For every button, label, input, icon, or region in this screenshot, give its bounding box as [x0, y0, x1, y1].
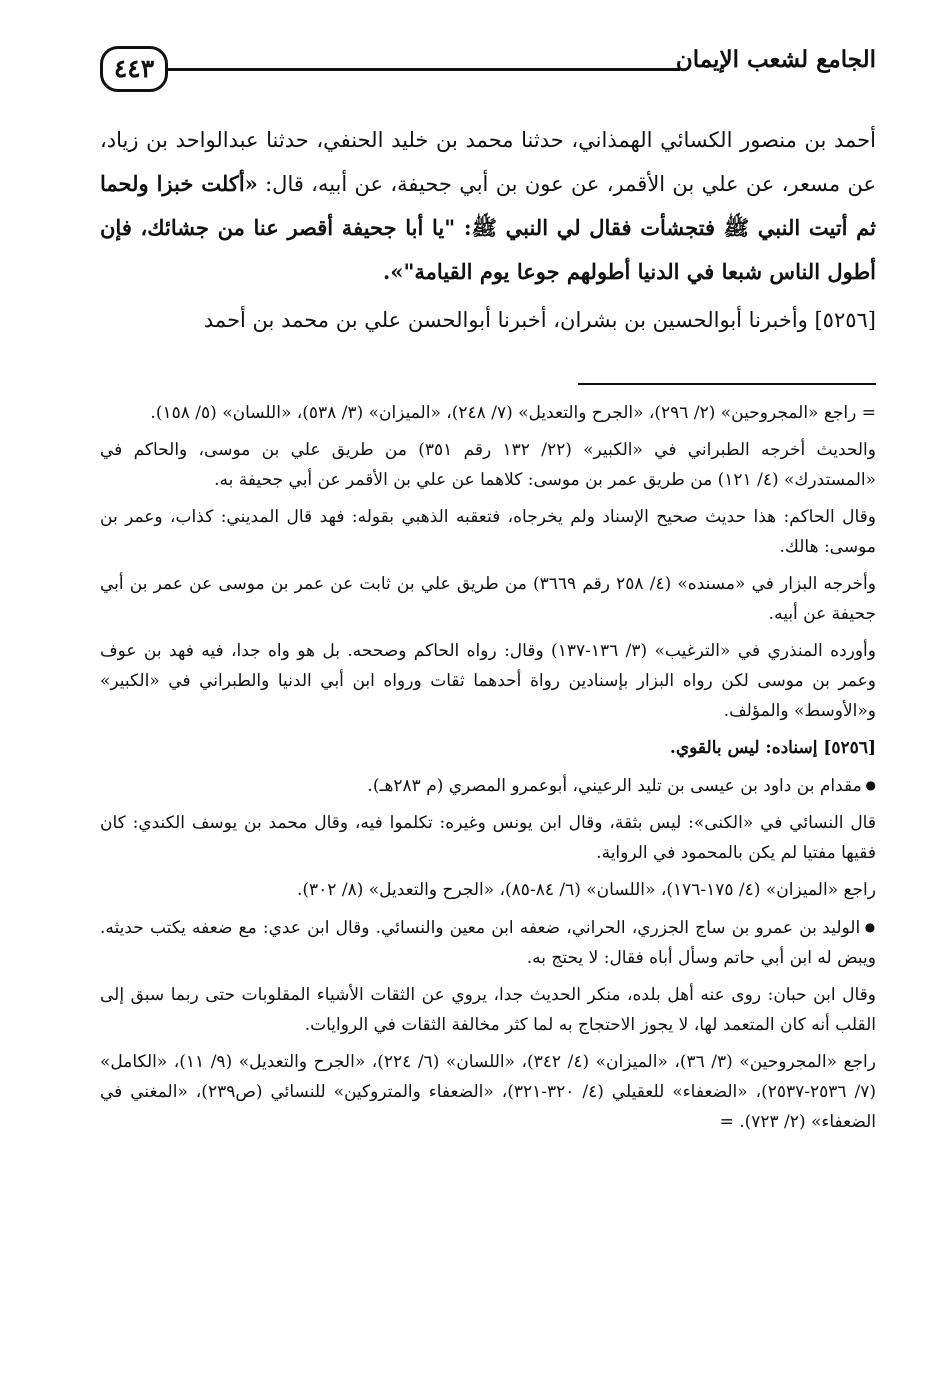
hadith-text: «أكلت خبزا ولحما ثم أتيت النبي ﷺ فتجشأت فقال لي النبي ﷺ: "يا أبا جحيفة أقصر عنا من جشائك، فإن أطول الناس شبعا في الدنيا أطولهم جوعا يوم القيامة"».: [100, 171, 876, 284]
footnote-line: = راجع «المجروحين» (٢/ ٢٩٦)، «الجرح والتعديل» (٧/ ٢٤٨)، «الميزان» (٣/ ٥٣٨)، «اللسان» (٥/ ١٥٨).: [150, 403, 876, 423]
footnote-line: وأخرجه البزار في «مسنده» (٤/ ٢٥٨ رقم ٣٦٦٩) من طريق علي بن ثابت عن عمر بن موسى عن عمر بن أبي جحيفة عن أبيه.: [100, 574, 876, 624]
running-title: الجامع لشعب الإيمان: [675, 46, 876, 73]
footnote-section-heading: [٥٢٥٦] إسناده: ليس بالقوي.: [669, 738, 876, 758]
footnote-line: وأورده المنذري في «الترغيب» (٣/ ١٣٦-١٣٧) وقال: رواه الحاكم وصححه. بل هو واه جدا، فيه فهد بن عوف وعمر بن موسى لكن رواه البزار بإسنادين رواة أحدهما ثقات ورواه ابن أبي الدنيا والطبراني في «الكبير» و«الأوسط» والمؤلف.: [100, 641, 876, 721]
next-entry-paragraph: [٥٢٥٦] وأخبرنا أبوالحسين بن بشران، أخبرنا أبوالحسن علي بن محمد بن أحمد: [203, 308, 876, 332]
header-rule: [168, 68, 680, 71]
footnote-line: قال النسائي في «الكنى»: ليس بثقة، وقال ابن يونس وغيره: تكلموا فيه، وقال محمد بن يوسف الكندي: كان فقيها مفتيا لم يكن بالمحمود في الرواية.: [100, 813, 876, 863]
narrator-bullet: ● الوليد بن عمرو بن ساج الجزري، الحراني، ضعفه ابن معين والنسائي. وقال ابن عدي: مع ضعفه يكتب حديثه. ويبض له ابن أبي حاتم وسأل أباه فقال: لا يحتج به.: [100, 912, 876, 973]
page-number: ٤٤٣: [100, 46, 168, 92]
footnote-line: وقال ابن حبان: روى عنه أهل بلده، منكر الحديث جدا، يروي عن الثقات الأشياء المقلوبات حتى ربما سبق إلى القلب أنه كان المتعمد لها، لا يجوز الاحتجاج به لما كثر مخالفة الثقات في الروايات.: [100, 985, 876, 1035]
footnote-line: راجع «المجروحين» (٣/ ٣٦)، «الميزان» (٤/ ٣٤٢)، «اللسان» (٦/ ٢٢٤)، «الجرح والتعديل» (٩/ ١١)، «الكامل» (٧/ ٢٥٣٦-٢٥٣٧)، «الضعفاء» للعقيلي (٤/ ٣٢٠-٣٢١)، «الضعفاء والمتروكين» للنسائي (ص٢٣٩)، «المغني في الضعفاء» (٢/ ٧٢٣). =: [100, 1052, 876, 1132]
narrator-bullet: ● مقدام بن داود بن عيسى بن تليد الرعيني، أبوعمرو المصري (م ٢٨٣هـ).: [100, 770, 876, 801]
main-text: [100, 118, 876, 342]
footnote-line: وقال الحاكم: هذا حديث صحيح الإسناد ولم يخرجاه، فتعقبه الذهبي بقوله: فهد قال المديني: كذاب، وعمر بن موسى: هالك.: [100, 507, 876, 557]
page-header: [100, 38, 876, 104]
footnote-separator: [578, 383, 876, 385]
footnote-line: راجع «الميزان» (٤/ ١٧٥-١٧٦)، «اللسان» (٦/ ٨٤-٨٥)، «الجرح والتعديل» (٨/ ٣٠٢).: [296, 880, 876, 900]
footnotes: [100, 398, 876, 1144]
isnad-text: أحمد بن منصور الكسائي الهمذاني، حدثنا محمد بن خليد الحنفي، حدثنا عبدالواحد بن زياد، عن مسعر، عن علي بن الأقمر، عن عون بن أبي جحيفة، عن أبيه، قال:: [100, 128, 876, 196]
isnad-paragraph: [100, 118, 876, 294]
footnote-line: والحديث أخرجه الطبراني في «الكبير» (٢٢/ ١٣٢ رقم ٣٥١) من طريق علي بن موسى، والحاكم في «المستدرك» (٤/ ١٢١) من طريق عمر بن موسى: كلاهما عن علي بن الأقمر عن أبي جحيفة به.: [100, 440, 876, 490]
